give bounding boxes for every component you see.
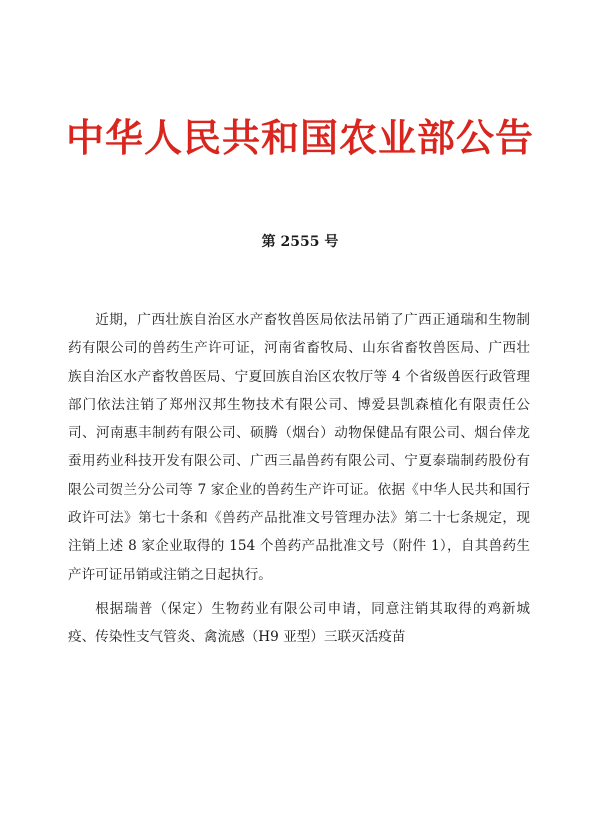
body-paragraph-2: 根据瑞普（保定）生物药业有限公司申请，同意注销其取得的鸡新城疫、传染性支气管炎、禽流感（H9 亚型）三联灭活疫苗 <box>68 600 530 646</box>
document-body <box>68 306 530 652</box>
document-title: 中华人民共和国农业部公告 <box>65 115 534 160</box>
announcement-number: 第 2555 号 <box>261 234 339 250</box>
body-paragraph-1: 近期，广西壮族自治区水产畜牧兽医局依法吊销了广西正通瑞和生物制药有限公司的兽药生产许可证，河南省畜牧局、山东省畜牧兽医局、广西壮族自治区水产畜牧兽医局、宁夏回族自治区农牧厅等 4 个省级兽医行政管理部门依法注销了郑州汉邦生物技术有限公司、博爱县凯森植化有限责任公司、河南惠丰制药有限公司、硕腾（烟台）动物保健品有限公司、烟台倖龙蚕用药业科技开发有限公司、广西三晶兽药有限公司、宁夏泰瑞制药股份有限公司贺兰分公司等 7 家企业的兽药生产许可证。依据《中华人民共和国行政许可法》第七十条和《兽药产品批准文号管理办法》第二十七条规定，现注销上述 8 家企业取得的 154 个兽药产品批准文号（附件 1），自其兽药生产许可证吊销或注销之日起执行。 <box>68 312 530 583</box>
